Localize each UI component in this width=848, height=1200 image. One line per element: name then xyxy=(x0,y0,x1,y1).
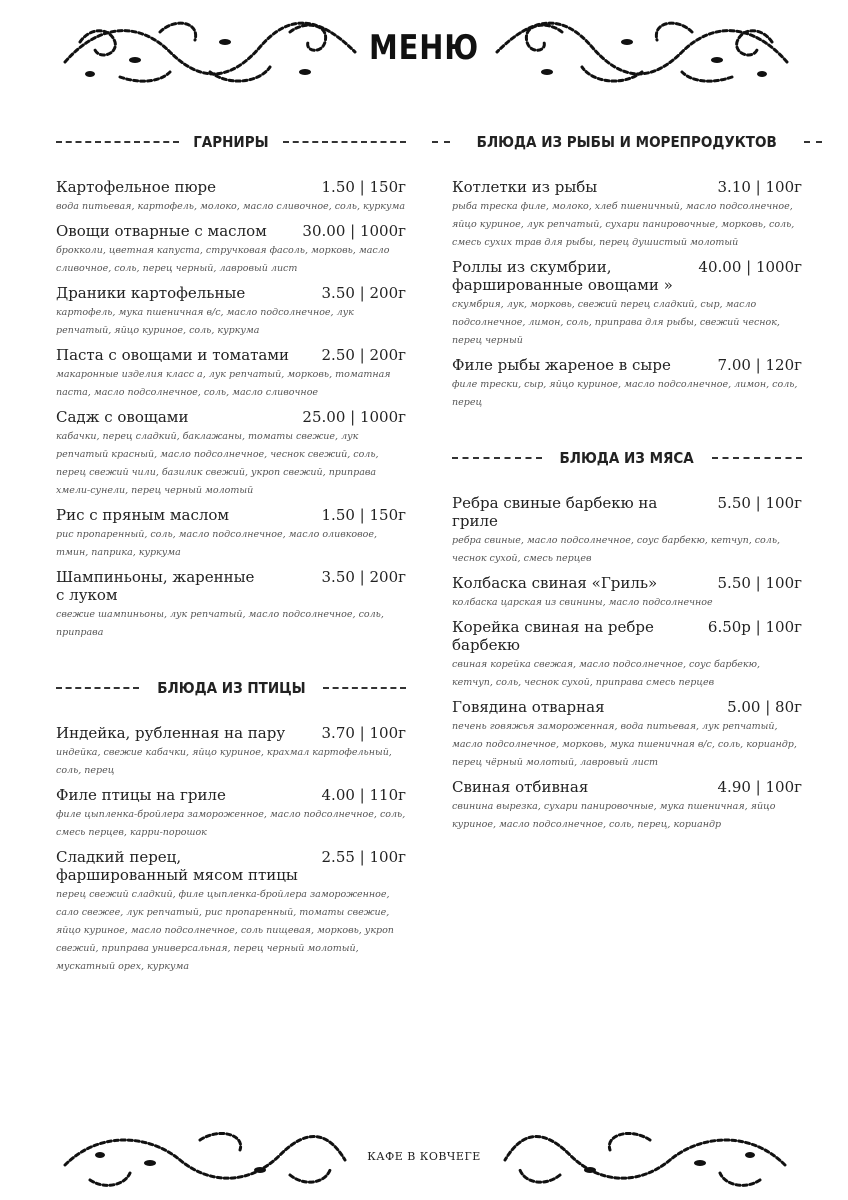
item-name: Картофельное пюре xyxy=(56,178,217,196)
dashed-divider xyxy=(452,457,542,459)
menu-item xyxy=(56,848,406,976)
item-name: Роллы из скумбрии, фаршированные овощами » xyxy=(452,258,673,294)
item-name: Говядина отварная xyxy=(452,698,605,716)
item-price: 3.50 | 200г xyxy=(321,284,406,302)
menu-item xyxy=(56,346,406,402)
section-garnishes xyxy=(56,128,406,642)
page-title: МЕНЮ xyxy=(368,28,480,68)
section-meat xyxy=(452,444,802,834)
section-heading xyxy=(452,128,802,156)
item-description: ребра свиные, масло подсолнечное, соус барбекю, кетчуп, соль, чеснок сухой, смесь перцев xyxy=(452,535,781,564)
item-name: Филе птицы на гриле xyxy=(56,786,226,804)
menu-item xyxy=(56,724,406,780)
item-description: рыба треска филе, молоко, хлеб пшеничный, масло подсолнечное, яйцо куриное, лук репчатый, сухари панировочные, морковь, соль, смесь сухих трав для рыбы, перец душистый молотый xyxy=(452,201,795,248)
item-price: 5.50 | 100г xyxy=(717,494,802,512)
item-description: брокколи, цветная капуста, стручковая фасоль, морковь, масло сливочное, соль, перец черный, лавровый лист xyxy=(56,245,390,274)
item-description: перец свежий сладкий, филе цыпленка-бройлера замороженное, сало свежее, лук репчатый, рис пропаренный, томаты свежие, яйцо куриное, масло подсолнечное, соль пищевая, морковь, укроп свежий, приправа универсальная, перец черный молотый, мускатный орех, куркума xyxy=(56,889,394,972)
item-description: печень говяжья замороженная, вода питьевая, лук репчатый, масло подсолнечное, морковь, мука пшеничная в/с, соль, кориандр, перец чёрный молотый, лавровый лист xyxy=(452,721,797,768)
item-description: свежие шампиньоны, лук репчатый, масло подсолнечное, соль, приправа xyxy=(56,609,384,638)
menu-item xyxy=(56,506,406,562)
item-name: Индейка, рубленная на пару xyxy=(56,724,286,742)
right-column xyxy=(452,128,802,840)
menu-item xyxy=(56,178,406,216)
item-price: 3.50 | 200г xyxy=(321,568,406,586)
item-name: Овощи отварные с маслом xyxy=(56,222,267,240)
menu-item xyxy=(452,178,802,252)
menu-item xyxy=(56,222,406,278)
item-name: Рис с пряным маслом xyxy=(56,506,230,524)
item-description: свиная корейка свежая, масло подсолнечное, соус барбекю, кетчуп, соль, чеснок сухой, приправа смесь перцев xyxy=(452,659,760,688)
menu-item xyxy=(452,698,802,772)
menu-item xyxy=(56,408,406,500)
menu-item xyxy=(452,356,802,412)
menu-item xyxy=(452,574,802,612)
item-price: 2.50 | 200г xyxy=(321,346,406,364)
item-description: кабачки, перец сладкий, баклажаны, томаты свежие, лук репчатый красный, масло подсолнечное, чеснок свежий, соль, перец свежий чили, базилик свежий, укроп свежий, приправа хмели-сунели, перец черный молотый xyxy=(56,431,379,496)
item-name: Сладкий перец, фаршированный мясом птицы xyxy=(56,848,298,884)
item-description: филе цыпленка-бройлера замороженное, масло подсолнечное, соль, смесь перцев, карри-порошок xyxy=(56,809,406,838)
item-name: Корейка свиная на ребре барбекю xyxy=(452,618,654,654)
item-name: Филе рыбы жареное в сыре xyxy=(452,356,671,374)
item-name: Паста с овощами и томатами xyxy=(56,346,290,364)
item-price: 2.55 | 100г xyxy=(321,848,406,866)
item-price: 4.90 | 100г xyxy=(717,778,802,796)
item-description: филе трески, сыр, яйцо куриное, масло подсолнечное, лимон, соль, перец xyxy=(452,379,798,408)
item-description: картофель, мука пшеничная в/с, масло подсолнечное, лук репчатый, яйцо куриное, соль, куркума xyxy=(56,307,354,336)
item-name: Садж с овощами xyxy=(56,408,189,426)
item-price: 6.50р | 100г xyxy=(707,618,802,636)
dashed-divider xyxy=(56,687,139,689)
item-description: свинина вырезка, сухари панировочные, мука пшеничная, яйцо куриное, масло подсолнечное, соль, перец, кориандр xyxy=(452,801,776,830)
dashed-divider xyxy=(432,141,450,143)
item-description: рис пропаренный, соль, масло подсолнечное, масло оливковое, тмин, паприка, куркума xyxy=(56,529,378,558)
left-column xyxy=(56,128,406,982)
item-description: колбаска царская из свинины, масло подсолнечное xyxy=(452,597,713,608)
item-description: макаронные изделия класс а, лук репчатый, морковь, томатная паста, масло подсолнечное, соль, масло сливочное xyxy=(56,369,391,398)
menu-item xyxy=(56,786,406,842)
section-fish xyxy=(452,128,802,412)
item-price: 4.00 | 110г xyxy=(321,786,406,804)
section-title: ГАРНИРЫ xyxy=(193,133,269,151)
item-price: 3.70 | 100г xyxy=(321,724,406,742)
item-price: 25.00 | 1000г xyxy=(302,408,406,426)
dashed-divider xyxy=(712,457,802,459)
item-price: 30.00 | 1000г xyxy=(302,222,406,240)
item-price: 7.00 | 120г xyxy=(717,356,802,374)
section-title: БЛЮДА ИЗ РЫБЫ И МОРЕПРОДУКТОВ xyxy=(476,133,778,151)
item-price: 5.00 | 80г xyxy=(727,698,802,716)
menu-item xyxy=(452,494,802,568)
section-title: БЛЮДА ИЗ ПТИЦЫ xyxy=(156,679,306,697)
item-name: Ребра свиные барбекю на гриле xyxy=(452,494,658,530)
section-heading xyxy=(56,128,406,156)
section-title: БЛЮДА ИЗ МЯСА xyxy=(559,449,695,467)
cafe-name-footer: КАФЕ В КОВЧЕГЕ xyxy=(367,1150,481,1163)
item-description: вода питьевая, картофель, молоко, масло сливочное, соль, куркума xyxy=(56,201,405,212)
dashed-divider xyxy=(323,687,406,689)
menu-item xyxy=(56,284,406,340)
item-description: индейка, свежие кабачки, яйцо куриное, крахмал картофельный, соль, перец xyxy=(56,747,392,776)
menu-item xyxy=(452,778,802,834)
item-price: 40.00 | 1000г xyxy=(698,258,802,276)
item-description: скумбрия, лук, морковь, свежий перец сладкий, сыр, масло подсолнечное, лимон, соль, приправа для рыбы, свежий чеснок, перец черный xyxy=(452,299,780,346)
dashed-divider xyxy=(804,141,822,143)
menu-item xyxy=(452,258,802,350)
item-name: Свиная отбивная xyxy=(452,778,589,796)
item-price: 5.50 | 100г xyxy=(717,574,802,592)
section-poultry xyxy=(56,674,406,976)
item-price: 3.10 | 100г xyxy=(717,178,802,196)
section-heading xyxy=(56,674,406,702)
dashed-divider xyxy=(56,141,179,143)
menu-item xyxy=(56,568,406,642)
section-heading xyxy=(452,444,802,472)
dashed-divider xyxy=(283,141,406,143)
menu-item xyxy=(452,618,802,692)
item-name: Колбаска свиная «Гриль» xyxy=(452,574,658,592)
item-price: 1.50 | 150г xyxy=(321,506,406,524)
item-price: 1.50 | 150г xyxy=(321,178,406,196)
item-name: Шампиньоны, жаренные с луком xyxy=(56,568,255,604)
item-name: Котлетки из рыбы xyxy=(452,178,598,196)
item-name: Драники картофельные xyxy=(56,284,246,302)
